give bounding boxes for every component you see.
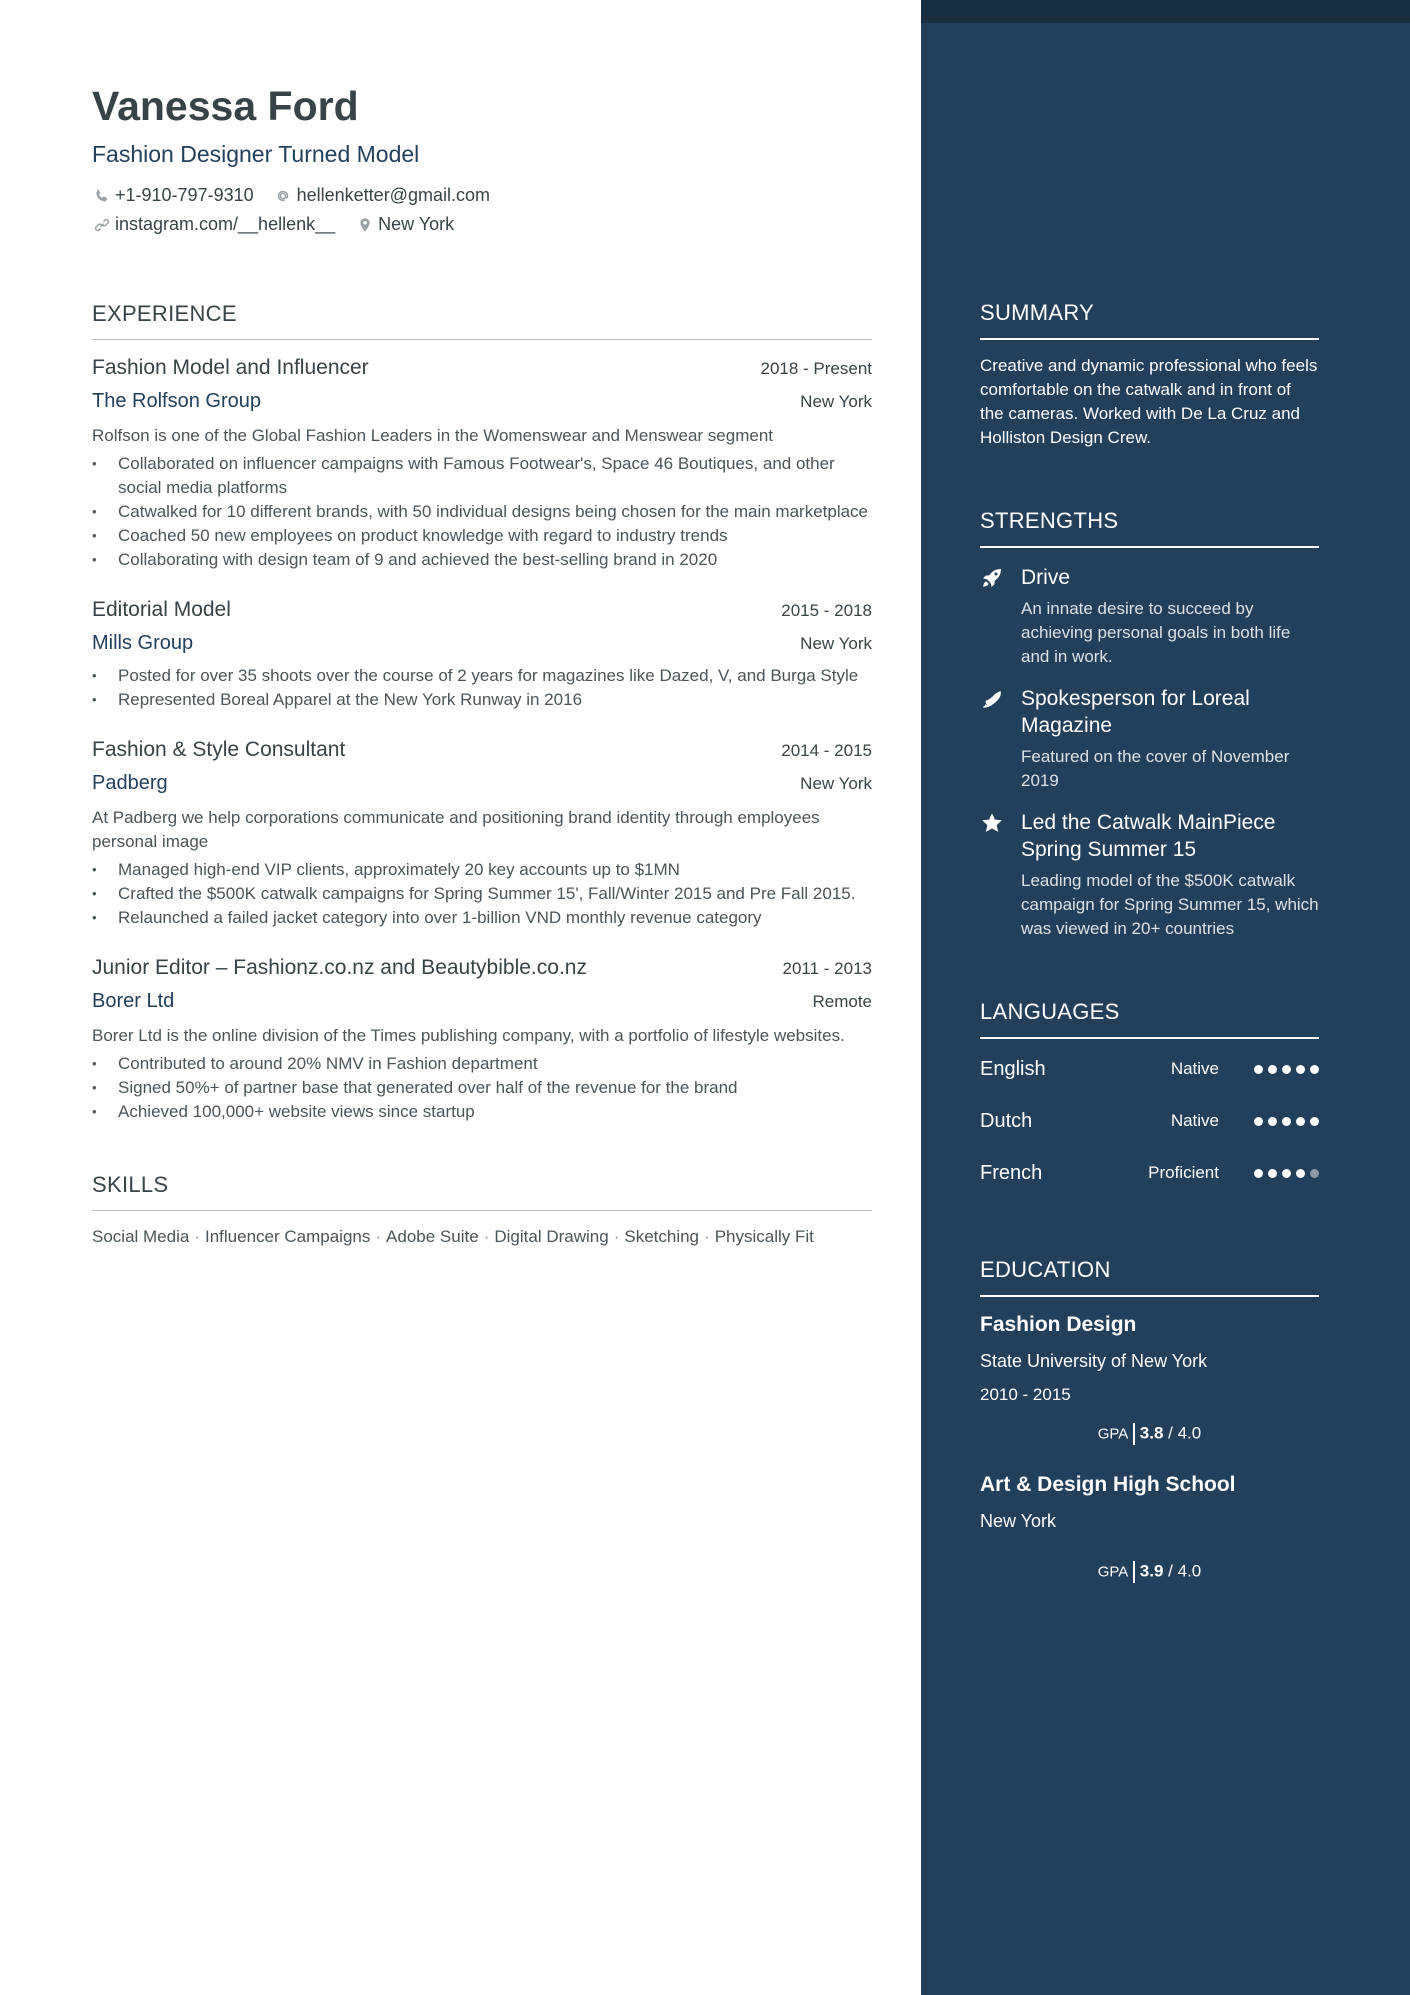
rating-dot-filled bbox=[1296, 1117, 1305, 1126]
experience-heading: EXPERIENCE bbox=[92, 301, 237, 326]
job-dates: 2014 - 2015 bbox=[781, 741, 872, 760]
job-entry bbox=[92, 954, 872, 1124]
link-icon bbox=[92, 215, 111, 234]
candidate-name: Vanessa Ford bbox=[92, 83, 359, 129]
bullet-item: • Managed high-end VIP clients, approximately 20 key accounts up to $1MN bbox=[92, 858, 872, 882]
rating-dot-filled bbox=[1282, 1117, 1291, 1126]
strength-title: Drive bbox=[1021, 566, 1071, 589]
strength-title: Led the Catwalk MainPiece Spring Summer 15 bbox=[1021, 811, 1276, 861]
location-pin-icon bbox=[355, 215, 374, 234]
phone-icon bbox=[92, 186, 111, 205]
bullet-item: • Catwalked for 10 different brands, with 50 individual designs being chosen for the main marketplace bbox=[92, 500, 872, 524]
job-dates: 2018 - Present bbox=[760, 359, 872, 378]
sidebar bbox=[921, 0, 1410, 1995]
rating-dot-filled bbox=[1268, 1169, 1277, 1178]
skill-separator: · bbox=[194, 1227, 200, 1246]
skill-separator: · bbox=[483, 1227, 490, 1246]
strengths-section bbox=[980, 506, 1319, 941]
job-title: Editorial Model bbox=[92, 598, 231, 621]
gpa-max: / 4.0 bbox=[1168, 1561, 1202, 1581]
skill-separator: · bbox=[375, 1227, 382, 1246]
phone-text: +1-910-797-9310 bbox=[115, 185, 254, 205]
language-item bbox=[980, 1147, 1319, 1199]
education-section bbox=[980, 1255, 1319, 1583]
education-item bbox=[980, 1471, 1319, 1583]
company-description: Borer Ltd is the online division of the Times publishing company, with a portfolio of lifestyle websites. bbox=[92, 1026, 845, 1045]
experience-divider bbox=[92, 339, 872, 340]
experience-section bbox=[92, 299, 872, 1124]
education-divider bbox=[980, 1295, 1319, 1297]
job-bullets bbox=[92, 452, 872, 572]
language-name: Dutch bbox=[980, 1109, 1033, 1132]
rating-dot-filled bbox=[1254, 1065, 1263, 1074]
at-icon bbox=[274, 186, 293, 205]
bullet-item: • Represented Boreal Apparel at the New York Runway in 2016 bbox=[92, 688, 872, 712]
gpa-value: 3.8 bbox=[1139, 1423, 1164, 1443]
rating-dot-filled bbox=[1296, 1065, 1305, 1074]
job-dates: 2015 - 2018 bbox=[781, 601, 872, 620]
skill-separator: · bbox=[704, 1227, 710, 1246]
company-name: Borer Ltd bbox=[92, 990, 175, 1012]
job-location: New York bbox=[800, 774, 872, 793]
summary-text: Creative and dynamic professional who feels comfortable on the catwalk and in front of the cameras. Worked with De La Cruz and Holliston Design Crew. bbox=[980, 356, 1318, 447]
gpa-label: GPA bbox=[1097, 1425, 1129, 1443]
company-name: Padberg bbox=[92, 772, 168, 794]
languages-divider bbox=[980, 1037, 1319, 1039]
strength-description: Featured on the cover of November 2019 bbox=[1021, 747, 1290, 790]
languages-heading: LANGUAGES bbox=[980, 999, 1120, 1024]
gpa-divider bbox=[1133, 1561, 1135, 1583]
job-bullets bbox=[92, 664, 872, 712]
education-dates: 2010 - 2015 bbox=[980, 1385, 1071, 1404]
strength-description: Leading model of the $500K catwalk campaign for Spring Summer 15, which was viewed in 20+ countries bbox=[1021, 871, 1319, 938]
strength-item bbox=[980, 564, 1319, 669]
skills-heading: SKILLS bbox=[92, 1172, 169, 1197]
bullet-item: • Crafted the $500K catwalk campaigns for Spring Summer 15', Fall/Winter 2015 and Pre Fall 2015. bbox=[92, 882, 872, 906]
language-name: English bbox=[980, 1057, 1046, 1080]
language-level: Native bbox=[1170, 1059, 1219, 1078]
skill-item: Social Media bbox=[92, 1227, 190, 1246]
skill-item: Sketching bbox=[624, 1227, 700, 1246]
job-title: Fashion & Style Consultant bbox=[92, 738, 346, 761]
rating-dot-filled bbox=[1254, 1169, 1263, 1178]
location-text: New York bbox=[378, 214, 455, 234]
degree-name: Fashion Design bbox=[980, 1313, 1137, 1336]
language-item bbox=[980, 1043, 1319, 1095]
rating-dot-filled bbox=[1310, 1065, 1319, 1074]
main-column bbox=[92, 78, 872, 1249]
skill-item: Digital Drawing bbox=[494, 1227, 609, 1246]
company-description: At Padberg we help corporations communicate and positioning brand identity through employees personal image bbox=[92, 808, 820, 851]
strength-description: An innate desire to succeed by achieving personal goals in both life and in work. bbox=[1021, 599, 1291, 666]
job-bullets bbox=[92, 1052, 872, 1124]
skill-separator: · bbox=[613, 1227, 620, 1246]
contact-info bbox=[92, 181, 872, 239]
rating-dot-filled bbox=[1282, 1065, 1291, 1074]
strength-title: Spokesperson for Loreal Magazine bbox=[1021, 687, 1250, 737]
bullet-item: • Collaborating with design team of 9 and achieved the best-selling brand in 2020 bbox=[92, 548, 872, 572]
language-item bbox=[980, 1095, 1319, 1147]
bullet-item: • Relaunched a failed jacket category into over 1-billion VND monthly revenue category bbox=[92, 906, 872, 930]
job-location: New York bbox=[800, 392, 872, 411]
skills-divider bbox=[92, 1210, 872, 1211]
bullet-item: • Achieved 100,000+ website views since startup bbox=[92, 1100, 872, 1124]
gpa-label: GPA bbox=[1097, 1563, 1129, 1581]
high-heel-icon bbox=[980, 687, 1006, 713]
job-title: Junior Editor – Fashionz.co.nz and Beautybible.co.nz bbox=[92, 956, 587, 979]
rating-dot-filled bbox=[1296, 1169, 1305, 1178]
job-location: Remote bbox=[812, 992, 872, 1011]
strength-item bbox=[980, 809, 1319, 941]
company-name: The Rolfson Group bbox=[92, 390, 261, 412]
language-name: French bbox=[980, 1161, 1043, 1184]
rating-dot-filled bbox=[1310, 1117, 1319, 1126]
star-icon bbox=[980, 811, 1006, 837]
strengths-heading: STRENGTHS bbox=[980, 508, 1119, 533]
education-heading: EDUCATION bbox=[980, 1257, 1111, 1282]
bullet-item: • Collaborated on influencer campaigns with Famous Footwear's, Space 46 Boutiques, and other social media platforms bbox=[92, 452, 872, 500]
education-item bbox=[980, 1311, 1319, 1445]
job-title: Fashion Model and Influencer bbox=[92, 356, 369, 379]
strengths-divider bbox=[980, 546, 1319, 548]
bullet-item: • Signed 50%+ of partner base that generated over half of the revenue for the brand bbox=[92, 1076, 872, 1100]
summary-heading: SUMMARY bbox=[980, 300, 1095, 325]
skill-item: Influencer Campaigns bbox=[205, 1227, 371, 1246]
contact-location bbox=[355, 214, 454, 235]
language-rating bbox=[1249, 1117, 1319, 1126]
contact-phone[interactable] bbox=[92, 185, 254, 206]
language-rating bbox=[1249, 1169, 1319, 1178]
gpa bbox=[980, 1423, 1319, 1445]
language-rating bbox=[1249, 1065, 1319, 1074]
job-entry bbox=[92, 596, 872, 712]
degree-name: Art & Design High School bbox=[980, 1473, 1236, 1496]
school-name: State University of New York bbox=[980, 1351, 1208, 1371]
rocket-icon bbox=[980, 566, 1006, 592]
summary-section bbox=[980, 298, 1319, 450]
job-dates: 2011 - 2013 bbox=[782, 959, 872, 978]
summary-divider bbox=[980, 338, 1319, 340]
school-name: New York bbox=[980, 1511, 1057, 1531]
gpa-max: / 4.0 bbox=[1168, 1423, 1202, 1443]
language-level: Native bbox=[1170, 1111, 1219, 1130]
contact-website[interactable] bbox=[92, 214, 335, 235]
job-entry bbox=[92, 354, 872, 572]
rating-dot-empty bbox=[1310, 1169, 1319, 1178]
bullet-item: • Posted for over 35 shoots over the course of 2 years for magazines like Dazed, V, and Burga Style bbox=[92, 664, 872, 688]
email-text: hellenketter@gmail.com bbox=[296, 185, 490, 205]
rating-dot-filled bbox=[1268, 1117, 1277, 1126]
candidate-title: Fashion Designer Turned Model bbox=[92, 141, 420, 167]
company-description: Rolfson is one of the Global Fashion Leaders in the Womenswear and Menswear segment bbox=[92, 426, 774, 445]
gpa-value: 3.9 bbox=[1139, 1561, 1164, 1581]
skills-list bbox=[92, 1225, 872, 1249]
skill-item: Physically Fit bbox=[714, 1227, 814, 1246]
sidebar-top-bar bbox=[921, 0, 1410, 23]
company-name: Mills Group bbox=[92, 632, 194, 654]
rating-dot-filled bbox=[1268, 1065, 1277, 1074]
strength-item bbox=[980, 685, 1319, 793]
languages-section bbox=[980, 997, 1319, 1199]
website-text: instagram.com/__hellenk__ bbox=[115, 214, 336, 234]
job-entry bbox=[92, 736, 872, 930]
bullet-item: • Contributed to around 20% NMV in Fashion department bbox=[92, 1052, 872, 1076]
skill-item: Adobe Suite bbox=[386, 1227, 479, 1246]
bullet-item: • Coached 50 new employees on product knowledge with regard to industry trends bbox=[92, 524, 872, 548]
rating-dot-filled bbox=[1282, 1169, 1291, 1178]
rating-dot-filled bbox=[1254, 1117, 1263, 1126]
job-location: New York bbox=[800, 634, 872, 653]
job-bullets bbox=[92, 858, 872, 930]
contact-email[interactable] bbox=[274, 185, 490, 206]
gpa-divider bbox=[1133, 1423, 1135, 1445]
gpa bbox=[980, 1561, 1319, 1583]
language-level: Proficient bbox=[1148, 1163, 1219, 1182]
skills-section bbox=[92, 1170, 872, 1249]
